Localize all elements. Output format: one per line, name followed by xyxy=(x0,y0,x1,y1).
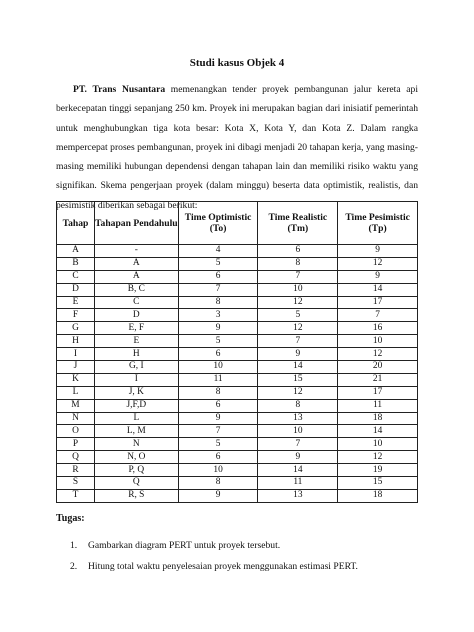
cell-tm: 10 xyxy=(258,283,338,296)
cell-tp: 9 xyxy=(338,245,418,258)
cell-tahap: R xyxy=(57,464,95,477)
cell-tahap: G xyxy=(57,322,95,335)
cell-tp: 10 xyxy=(338,438,418,451)
cell-tp: 15 xyxy=(338,477,418,490)
cell-pendahulu: L xyxy=(94,412,178,425)
cell-tm: 8 xyxy=(258,257,338,270)
cell-to: 6 xyxy=(178,399,258,412)
cell-pendahulu: I xyxy=(94,373,178,386)
table-row xyxy=(57,283,418,296)
company-name: PT. Trans Nusantara xyxy=(73,84,166,95)
cell-pendahulu: C xyxy=(94,296,178,309)
cell-pendahulu: R, S xyxy=(94,489,178,502)
cell-tp: 7 xyxy=(338,309,418,322)
cell-to: 5 xyxy=(178,438,258,451)
cell-pendahulu: J,F,D xyxy=(94,399,178,412)
table-row xyxy=(57,477,418,490)
cell-tahap: I xyxy=(57,348,95,361)
table-row xyxy=(57,489,418,502)
cell-tm: 12 xyxy=(258,386,338,399)
cell-tahap: O xyxy=(57,425,95,438)
task-list xyxy=(56,535,358,577)
cell-pendahulu: N xyxy=(94,438,178,451)
cell-tp: 17 xyxy=(338,386,418,399)
cell-to: 9 xyxy=(178,489,258,502)
cell-tm: 14 xyxy=(258,464,338,477)
header-tahap: Tahap xyxy=(57,202,95,245)
cell-to: 8 xyxy=(178,386,258,399)
cell-pendahulu: J, K xyxy=(94,386,178,399)
cell-tm: 12 xyxy=(258,296,338,309)
cell-tm: 15 xyxy=(258,373,338,386)
cell-pendahulu: H xyxy=(94,348,178,361)
table-row xyxy=(57,386,418,399)
table-row xyxy=(57,412,418,425)
cell-tahap: L xyxy=(57,386,95,399)
cell-to: 7 xyxy=(178,425,258,438)
cell-pendahulu: D xyxy=(94,309,178,322)
table-row xyxy=(57,451,418,464)
cell-tp: 12 xyxy=(338,348,418,361)
pert-table xyxy=(56,201,418,503)
cell-tm: 13 xyxy=(258,489,338,502)
cell-pendahulu: - xyxy=(94,245,178,258)
cell-to: 3 xyxy=(178,309,258,322)
task-text: Gambarkan diagram PERT untuk proyek tersebut. xyxy=(88,540,281,551)
cell-pendahulu: L, M xyxy=(94,425,178,438)
cell-tahap: A xyxy=(57,245,95,258)
cell-tp: 10 xyxy=(338,335,418,348)
cell-pendahulu: G, I xyxy=(94,361,178,374)
table-row xyxy=(57,296,418,309)
table-header-row xyxy=(57,202,418,245)
cell-pendahulu: E xyxy=(94,335,178,348)
cell-tp: 12 xyxy=(338,257,418,270)
cell-pendahulu: B, C xyxy=(94,283,178,296)
table-row xyxy=(57,245,418,258)
cell-to: 9 xyxy=(178,322,258,335)
table-row xyxy=(57,464,418,477)
cell-tm: 14 xyxy=(258,361,338,374)
cell-tahap: H xyxy=(57,335,95,348)
task-item xyxy=(56,535,358,556)
table-row xyxy=(57,335,418,348)
cell-pendahulu: P, Q xyxy=(94,464,178,477)
table-row xyxy=(57,257,418,270)
cell-tm: 9 xyxy=(258,348,338,361)
table-row xyxy=(57,361,418,374)
cell-pendahulu: A xyxy=(94,270,178,283)
task-text: Hitung total waktu penyelesaian proyek menggunakan estimasi PERT. xyxy=(88,561,358,572)
cell-tm: 6 xyxy=(258,245,338,258)
cell-tm: 7 xyxy=(258,335,338,348)
cell-to: 7 xyxy=(178,283,258,296)
case-text: memenangkan tender proyek pembangunan jalur kereta api berkecepatan tinggi sepanjang 250 km. Proyek ini merupakan bagian dari inisiatif pemerintah untuk menghubungkan tiga kota besar: Kota X, Kota Y, dan Kota Z. Dalam rangka mempercepat proses pembangunan, proyek ini dibagi menjadi 20 tahapan kerja, yang masing-masing memiliki hubungan dependensi dengan tahapan lain dan memiliki risiko waktu yang signifikan. Skema pengerjaan proyek (dalam minggu) beserta data optimistik, realistis, dan pesimistik diberikan sebagai berikut: xyxy=(56,84,418,211)
cell-tahap: E xyxy=(57,296,95,309)
cell-tm: 8 xyxy=(258,399,338,412)
cell-tp: 14 xyxy=(338,425,418,438)
cell-tp: 18 xyxy=(338,412,418,425)
cell-tahap: Q xyxy=(57,451,95,464)
cell-to: 11 xyxy=(178,373,258,386)
table-row xyxy=(57,309,418,322)
table-row xyxy=(57,348,418,361)
cell-tahap: S xyxy=(57,477,95,490)
cell-tahap: M xyxy=(57,399,95,412)
cell-pendahulu: N, O xyxy=(94,451,178,464)
cell-to: 8 xyxy=(178,477,258,490)
cell-to: 4 xyxy=(178,245,258,258)
cell-tm: 13 xyxy=(258,412,338,425)
header-pesimistic: Time Pesimistic (Tp) xyxy=(338,202,418,245)
cell-tm: 5 xyxy=(258,309,338,322)
document-title: Studi kasus Objek 4 xyxy=(189,57,285,69)
cell-to: 6 xyxy=(178,348,258,361)
cell-tahap: T xyxy=(57,489,95,502)
table-row xyxy=(57,322,418,335)
cell-tp: 14 xyxy=(338,283,418,296)
cell-tm: 7 xyxy=(258,270,338,283)
header-realistic: Time Realistic (Tm) xyxy=(258,202,338,245)
cell-tm: 12 xyxy=(258,322,338,335)
cell-to: 5 xyxy=(178,335,258,348)
task-number: 1. xyxy=(70,540,78,551)
header-optimistic: Time Optimistic (To) xyxy=(178,202,258,245)
cell-tm: 11 xyxy=(258,477,338,490)
cell-pendahulu: Q xyxy=(94,477,178,490)
table-body xyxy=(57,245,418,503)
cell-pendahulu: A xyxy=(94,257,178,270)
cell-tp: 12 xyxy=(338,451,418,464)
cell-tm: 7 xyxy=(258,438,338,451)
cell-tp: 9 xyxy=(338,270,418,283)
cell-to: 5 xyxy=(178,257,258,270)
cell-tahap: F xyxy=(57,309,95,322)
cell-tp: 11 xyxy=(338,399,418,412)
cell-tp: 19 xyxy=(338,464,418,477)
tugas-heading: Tugas: xyxy=(56,513,85,524)
table-row xyxy=(57,373,418,386)
cell-tahap: J xyxy=(57,361,95,374)
cell-to: 10 xyxy=(178,464,258,477)
cell-to: 6 xyxy=(178,451,258,464)
cell-tp: 21 xyxy=(338,373,418,386)
table-row xyxy=(57,399,418,412)
cell-to: 10 xyxy=(178,361,258,374)
table-row xyxy=(57,270,418,283)
cell-to: 8 xyxy=(178,296,258,309)
cell-tahap: C xyxy=(57,270,95,283)
cell-tahap: K xyxy=(57,373,95,386)
case-paragraph xyxy=(56,80,418,215)
table-row xyxy=(57,438,418,451)
cell-tp: 16 xyxy=(338,322,418,335)
cell-tm: 9 xyxy=(258,451,338,464)
cell-tahap: P xyxy=(57,438,95,451)
cell-tahap: D xyxy=(57,283,95,296)
cell-tp: 20 xyxy=(338,361,418,374)
cell-to: 9 xyxy=(178,412,258,425)
cell-tp: 18 xyxy=(338,489,418,502)
table-row xyxy=(57,425,418,438)
cell-pendahulu: E, F xyxy=(94,322,178,335)
cell-tahap: N xyxy=(57,412,95,425)
cell-tp: 17 xyxy=(338,296,418,309)
task-number: 2. xyxy=(70,561,78,572)
cell-tm: 10 xyxy=(258,425,338,438)
cell-to: 6 xyxy=(178,270,258,283)
task-item xyxy=(56,556,358,577)
header-pendahulu: Tahapan Pendahulu xyxy=(94,202,178,245)
cell-tahap: B xyxy=(57,257,95,270)
